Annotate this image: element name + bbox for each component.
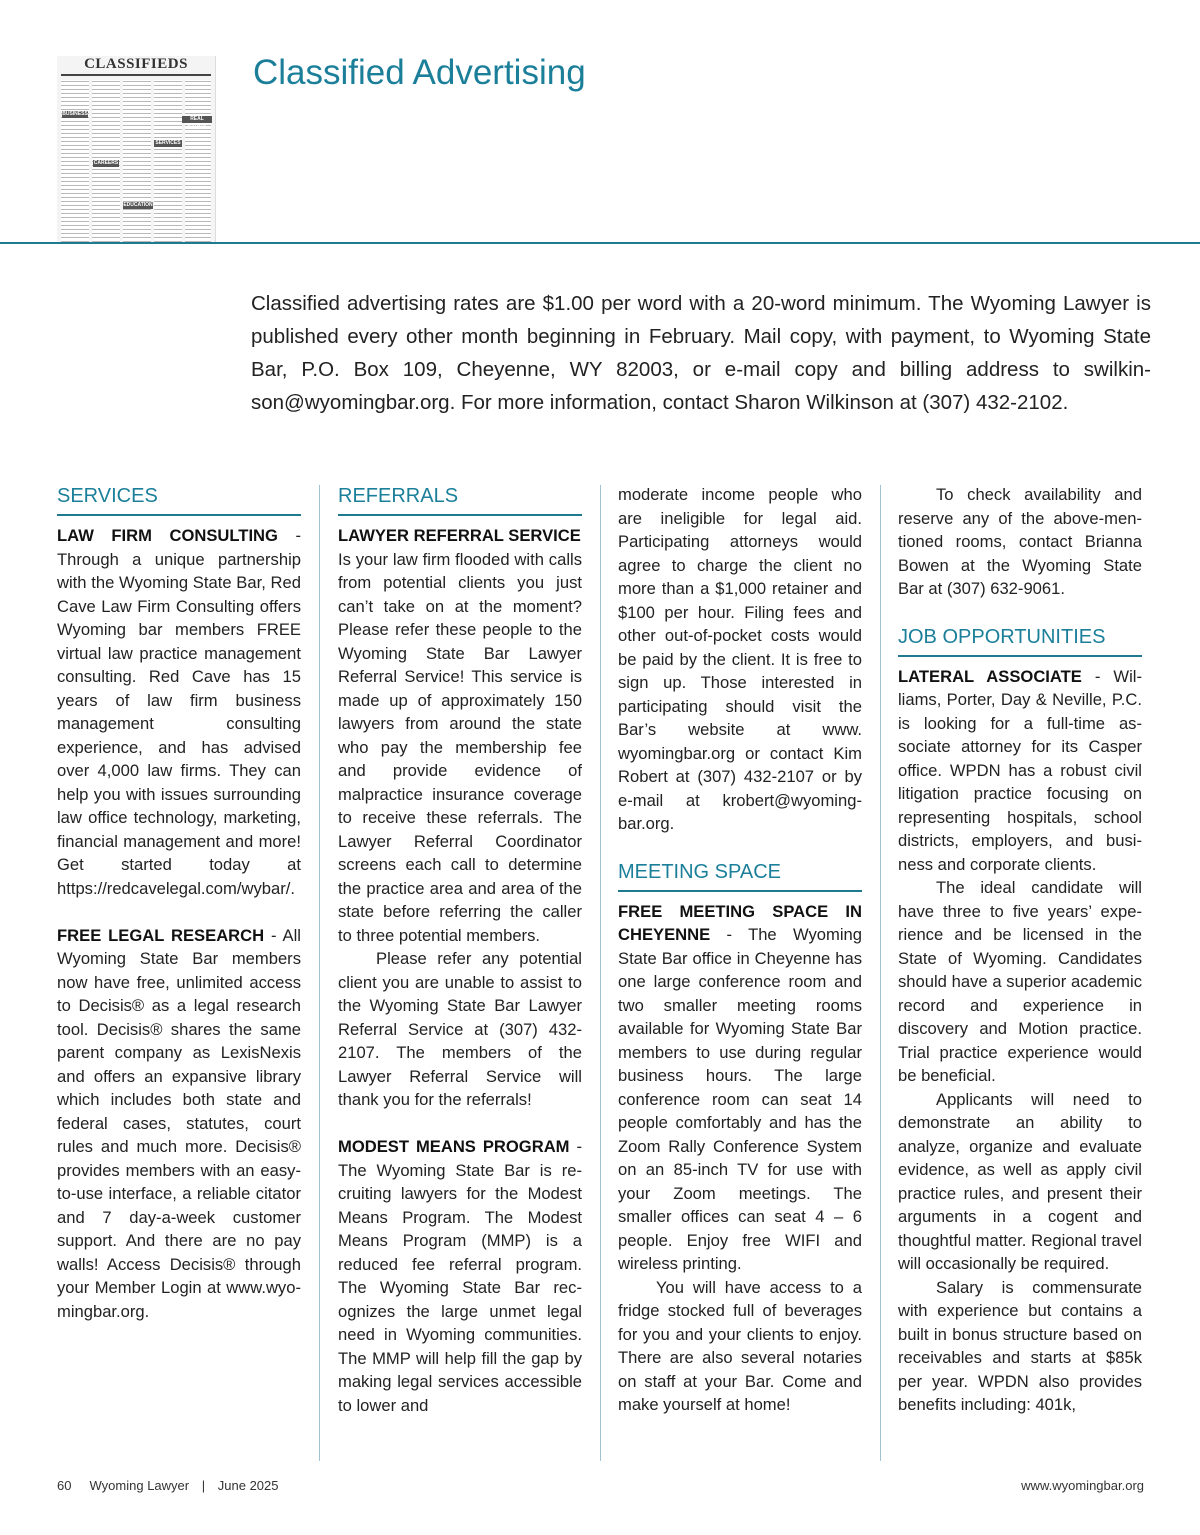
intro-paragraph: Classified advertising rates are $1.00 per word with a 20-word minimum. The Wyoming Lawyer is published every other month beginning in February. Mail copy, with payment, to Wyoming State Bar, P.O. Box 109, Cheyenne, WY 82003, or e-mail copy and billing address to swilkinson@wyomingbar.org. For more information, contact Sharon Wilkinson at (307) 432-2102. — [251, 292, 1151, 414]
ad-title: MODEST MEANS PROGRAM — [338, 1137, 570, 1156]
thumbnail-tag: BUSINESS — [62, 111, 88, 117]
ad-body: - All Wyoming State Bar members now have free, unlimited access to Decisis® as a legal research tool. Decisis® shares the same parent company as LexisNexis and offers an expansive library which includes both state and federal cases, statutes, court rules and much more. Decisis® provides members with an easy-to-use interface, a reliable citator and 7 day-a-week customer support. And there are no pay walls! Access Decisis® through your Member Login at www.wyomingbar.org. — [57, 925, 301, 1321]
thumbnail-column — [154, 80, 182, 244]
thumbnail-column — [61, 80, 89, 244]
column-job-opportunities — [898, 483, 1142, 1417]
ad-law-firm-consulting — [57, 524, 301, 900]
ad-free-legal-research — [57, 924, 301, 1324]
thumbnail-tag: REAL ESTATE — [182, 116, 212, 123]
ad-title: FREE LEGAL RESEARCH — [57, 925, 265, 945]
footer-separator: | — [201, 1478, 206, 1493]
column-divider — [880, 485, 881, 1461]
section-heading-job-opportunities: JOB OPPORTUNITIES — [898, 624, 1142, 657]
column-divider — [600, 485, 601, 1461]
ad-mmp-continued: moderate income people who are ineligible for legal aid. Participating attorneys would agree to charge the client no more than a $1,000 retainer and $100 per hour. Filing fees and other out-of-pocket costs would be paid by the client. It is free to sign up. Those interested in participating should visit the Bar’s website at www.​wyomingbar.org or contact Kim Robert at (307) 432-2107 or by e-mail at krobert@wyomingbar.org. — [618, 485, 862, 833]
column-meeting-space — [618, 483, 862, 1417]
column-divider — [319, 485, 320, 1461]
header-rule — [0, 242, 1200, 244]
column-services — [57, 483, 301, 1323]
ad-body-continued: You will have access to a fridge stocked full of beverages for you and your clients to enjoy. There are also several notaries on staff at your Bar. Come and make yourself at home! — [618, 1277, 862, 1414]
section-heading-services: SERVICES — [57, 483, 301, 516]
thumbnail-tag: CAREERS — [93, 160, 119, 166]
page-number: 60 — [57, 1478, 72, 1493]
thumbnail-tag: EDUCATION — [123, 202, 153, 208]
ad-body: - Through a unique partnership with the Wyoming State Bar, Red Cave Law Firm Consulting offers Wyoming bar members FREE virtual law practice management consulting. Red Cave has 15 years of law firm business management consulting experience, and has advised over 4,000 law firms. They can help you with issues surrounding law office technology, marketing, financial management and more! Get started today at https://redcavelegal.​com/wybar/. — [57, 526, 302, 898]
ad-title: LATERAL ASSOCIATE — [898, 666, 1082, 686]
section-heading-referrals: REFERRALS — [338, 483, 582, 516]
thumbnail-rule — [61, 74, 211, 76]
ad-modest-means-program — [338, 1135, 582, 1417]
issue-date: June 2025 — [217, 1478, 279, 1493]
ad-lawyer-referral-service — [338, 524, 582, 947]
page-title: Classified Advertising — [253, 53, 586, 92]
column-referrals — [338, 483, 582, 1417]
ad-body: - The Wyoming State Bar office in Cheyenne has one large conference room and two smaller meeting rooms available for Wyoming State Bar members to use during regular business hours. The large conference room can seat 14 people comfortably and has the Zoom Rally Conference System on an 85-inch TV for use with your Zoom meetings. The smaller offices can seat 4 – 6 people. Enjoy free WIFI and wireless printing. — [618, 925, 862, 1273]
footer-website: www.wyomingbar.org — [1021, 1478, 1144, 1493]
ad-body-continued: Applicants will need to demonstrate an ability to analyze, organize and evaluate evidence, as well as apply civil practice rules, and present their arguments in a cogent and thoughtful matter. Regional travel will occasionally be required. — [898, 1089, 1142, 1273]
ad-title: FREE MEETING SPACE IN CHEYENNE — [618, 901, 862, 944]
ad-body: Is your law firm flooded with calls from potential clients you just can’t take on at the moment? Please refer these people to the Wyoming State Bar Lawyer Referral Service! This service is made up of approximately 150 lawyers from around the state who pay the membership fee and provide evidence of malpractice insurance coverage to receive these referrals. The Lawyer Referral Coordinator screens each call to determine the practice area and area of the state before referring the caller to three potential members. — [338, 549, 582, 945]
ad-lateral-associate — [898, 665, 1142, 877]
publication-name: Wyoming Lawyer — [89, 1478, 190, 1493]
ad-free-meeting-space — [618, 900, 862, 1276]
thumbnail-column — [123, 80, 151, 244]
ad-body-continued: Please refer any potential client you are unable to assist to the Wyoming State Bar Lawyer Referral Service at (307) 432-2107. The members of the Lawyer Referral Service will thank you for the referrals! — [338, 949, 582, 1109]
ad-body: - The Wyoming State Bar is recruiting lawyers for the Modest Means Program. The Modest Means Program (MMP) is a reduced fee referral program. The Wyoming State Bar recognizes the large unmet legal need in Wyoming communities. The MMP will help fill the gap by making legal services accessible to lower and — [338, 1137, 582, 1415]
ad-body-continued: Salary is commensurate with experience but contains a built in bonus structure based on receivables and starts at $85k per year. WPDN also provides benefits including: 401k, — [898, 1277, 1142, 1414]
footer-left — [57, 1478, 279, 1493]
ad-title: LAWYER REFERRAL SERVICE — [338, 526, 581, 545]
classifieds-thumbnail — [57, 56, 216, 244]
ad-title: LAW FIRM CONSULTING — [57, 526, 278, 545]
section-heading-meeting-space: MEETING SPACE — [618, 859, 862, 892]
thumbnail-column — [185, 80, 211, 244]
thumbnail-tag: SERVICES — [155, 140, 181, 146]
ad-body-continued: The ideal candidate will have three to five years’ experience and be licensed in the State of Wyoming. Candidates should have a superior academic record and experience in discovery and Motion practice. Trial practice experience would be beneficial. — [898, 878, 1142, 1085]
ad-body: - Williams, Porter, Day & Neville, P.C. is looking for a full-time associate attorney for its Casper office. WPDN has a robust civil litigation practice focusing on representing hospitals, school districts, employers, and business and corporate clients. — [898, 666, 1142, 874]
ad-meeting-space-end: To check availability and reserve any of the above-mentioned rooms, contact Brianna Bowen at the Wyoming State Bar at (307) 632-9061. — [898, 485, 1142, 598]
thumbnail-title: CLASSIFIEDS — [84, 56, 188, 72]
